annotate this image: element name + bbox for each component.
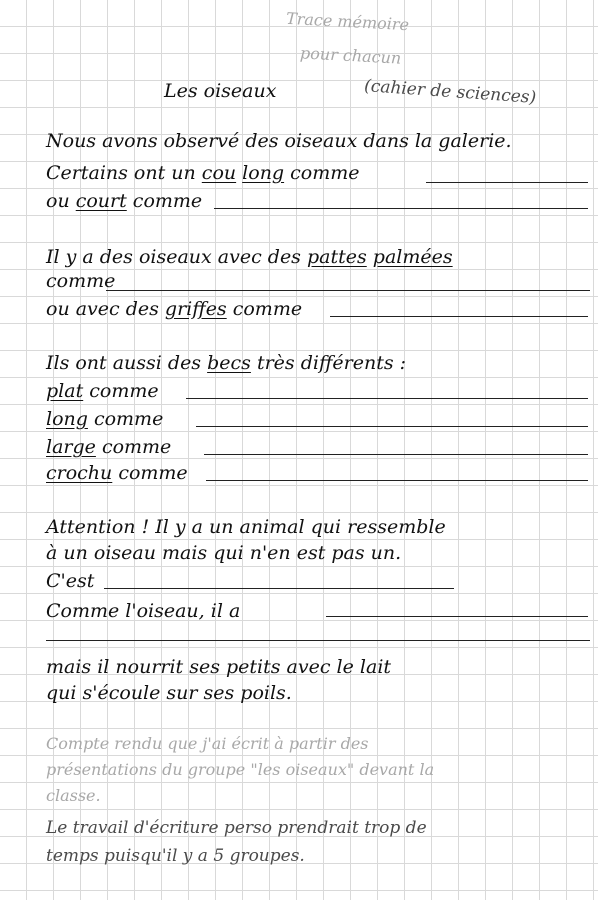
teacher-note-faint-2: présentations du groupe "les oiseaux" devant la: [46, 760, 435, 779]
blank-animal-name[interactable]: [104, 588, 454, 589]
sentence-fur: qui s'écoule sur ses poils.: [46, 682, 292, 704]
teacher-note-faint-3: classe.: [46, 786, 101, 805]
sentence-neck: Certains ont un cou long comme: [46, 162, 360, 184]
blank-like-bird-continued[interactable]: [46, 640, 590, 641]
sentence-feet: Il y a des oiseaux avec des pattes palmées: [46, 246, 453, 268]
word-short: court: [75, 190, 127, 212]
blank-neck-short[interactable]: [214, 208, 588, 209]
blank-claws[interactable]: [330, 316, 588, 317]
beak-row-hooked: crochu comme: [46, 462, 188, 484]
header-note-line-3: (cahier de sciences): [363, 76, 537, 108]
word-long-beak: long: [46, 408, 88, 430]
blank-neck-long[interactable]: [426, 182, 588, 183]
blank-webbed-feet[interactable]: [106, 290, 590, 291]
word-feet: pattes: [306, 246, 367, 268]
beak-row-flat: plat comme: [46, 380, 159, 402]
blank-beak-long[interactable]: [196, 426, 588, 427]
word-neck: cou: [201, 162, 237, 184]
teacher-note-dark-1: Le travail d'écriture perso prendrait trop de: [46, 818, 427, 838]
blank-like-bird[interactable]: [326, 616, 588, 617]
word-wide: large: [46, 436, 96, 458]
sentence-not-a-bird: à un oiseau mais qui n'en est pas un.: [46, 542, 402, 564]
teacher-note-faint-1: Compte rendu que j'ai écrit à partir des: [46, 734, 369, 753]
word-flat: plat: [46, 380, 84, 402]
beak-row-long: long comme: [46, 408, 164, 430]
sentence-observation: Nous avons observé des oiseaux dans la galerie.: [46, 130, 512, 152]
beak-row-wide: large comme: [46, 436, 172, 458]
sentence-short-neck: ou court comme: [46, 190, 203, 212]
word-claws: griffes: [164, 298, 227, 320]
sentence-like-bird: Comme l'oiseau, il a: [46, 600, 241, 622]
label-comme-webbed: comme: [46, 270, 116, 292]
sentence-beaks: Ils ont aussi des becs très différents :: [46, 352, 407, 374]
word-long: long: [242, 162, 285, 184]
sentence-attention: Attention ! Il y a un animal qui ressemble: [46, 516, 446, 538]
sentence-claws: ou avec des griffes comme: [46, 298, 303, 320]
blank-beak-flat[interactable]: [186, 398, 588, 399]
blank-beak-wide[interactable]: [204, 454, 588, 455]
header-note-line-1: Trace mémoire: [285, 8, 410, 35]
sentence-milk: mais il nourrit ses petits avec le lait: [46, 656, 392, 678]
blank-beak-hooked[interactable]: [206, 480, 588, 481]
word-beaks: becs: [207, 352, 251, 374]
page-title: Les oiseaux: [164, 80, 277, 102]
word-hooked: crochu: [46, 462, 113, 484]
label-c-est: C'est: [46, 570, 95, 592]
word-webbed: palmées: [372, 246, 453, 268]
header-note-line-2: pour chacun: [299, 43, 402, 68]
teacher-note-dark-2: temps puisqu'il y a 5 groupes.: [46, 846, 305, 866]
